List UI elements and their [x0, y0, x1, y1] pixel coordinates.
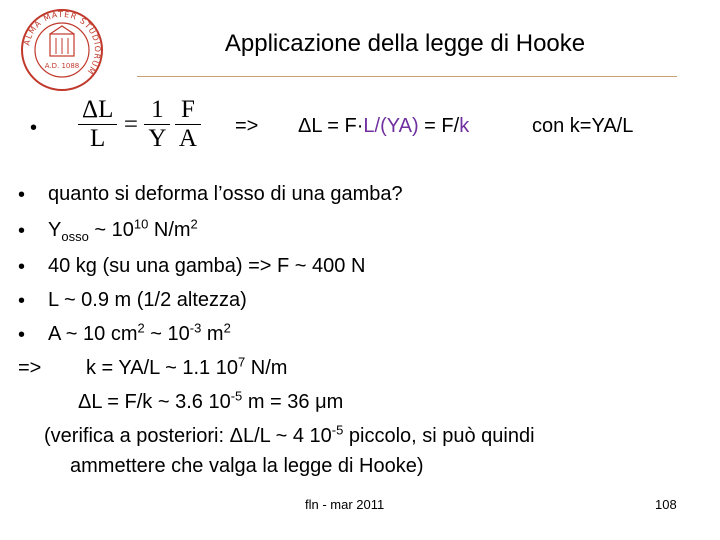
- fraction-numerator: ΔL: [82, 96, 114, 123]
- slide-title: Applicazione della legge di Hooke: [224, 30, 586, 57]
- footer-text: fln - mar 2011: [305, 497, 385, 512]
- fraction-dl-over-l: [78, 96, 117, 153]
- page-number: 108: [655, 497, 677, 512]
- bullet-marker: •: [18, 324, 26, 346]
- fraction-numerator: F: [180, 96, 195, 123]
- verification-line-2: ammettere che valga la legge di Hooke): [70, 455, 424, 477]
- bullet-marker: •: [18, 290, 26, 312]
- seal-inner-text: A.D. 1088: [44, 62, 80, 70]
- hooke-formula: [78, 96, 201, 153]
- bullet-force: 40 kg (su una gamba) => F ~ 400 N: [48, 255, 366, 277]
- university-seal-logo: [20, 8, 104, 92]
- bullet-area: A ~ 10 $cm^2$ ~ $10^{-3}$ $m^2$: [48, 320, 231, 345]
- verification-line-1: (verifica a posteriori: ΔL/L ~ 4 $10^{-5}$ piccolo, si può quindi: [44, 422, 535, 447]
- seal-ring-text: ALMA MATER STUDIORUM: [22, 9, 103, 77]
- bullet-question: quanto si deforma l’osso di una gamba?: [48, 183, 403, 205]
- title-divider: [137, 76, 677, 77]
- k-definition: con k=YA/L: [532, 115, 634, 137]
- fraction-f-over-a: [175, 96, 201, 153]
- bullet-length: L ~ 0.9 m (1/2 altezza): [48, 289, 247, 311]
- result-k: k = YA/L ~ 1.1 $10^7$ N/m: [86, 354, 288, 379]
- fraction-1-over-y: [144, 96, 170, 153]
- fraction-denominator: A: [175, 124, 201, 153]
- bullet-marker: •: [18, 184, 26, 206]
- result-delta-l: ΔL = F/k ~ 3.6 $10^{-5}$ m = 36 μm: [78, 388, 344, 413]
- bullet-marker: •: [18, 256, 26, 278]
- hooke-expression: ΔL = F·L/(YA) = F/k: [298, 115, 470, 137]
- implies-arrow: =>: [235, 115, 259, 137]
- equals-sign: =: [123, 110, 138, 138]
- bullet-marker: •: [30, 117, 38, 139]
- bullet-young-modulus: $Y_{osso}$ ~ $10^{10}$ $N/m^2$: [48, 216, 198, 244]
- fraction-numerator: 1: [151, 96, 164, 123]
- bullet-marker: •: [18, 220, 26, 242]
- fraction-denominator: L: [78, 124, 117, 153]
- fraction-denominator: Y: [144, 124, 170, 153]
- result-arrow: =>: [18, 357, 42, 379]
